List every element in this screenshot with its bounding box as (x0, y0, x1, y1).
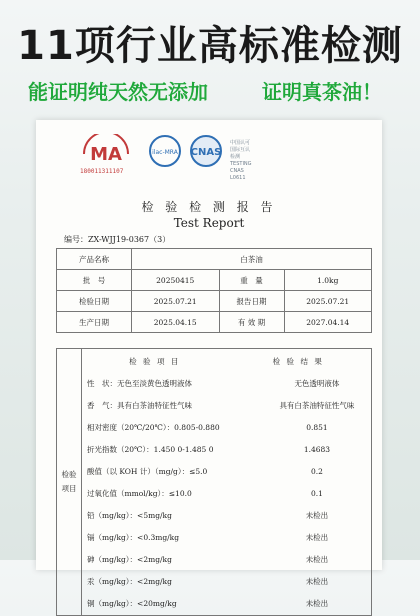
prod-date-value: 2025.04.15 (132, 312, 220, 333)
test-result: 未检出 (305, 554, 329, 564)
cma-text: MA (90, 144, 122, 165)
cnas-globe-icon (186, 134, 226, 168)
table-row (57, 249, 372, 270)
test-item: 性 状：无色至淡黄色透明液体 (87, 378, 192, 388)
test-item: 铅（mg/kg）：<5mg/kg (87, 510, 172, 520)
test-item: 相对密度（20℃/20℃）：0.805-0.880 (87, 422, 220, 432)
list-item (83, 504, 370, 526)
product-name-label: 产品名称 (57, 249, 132, 270)
headline: 11项行业高标准检测 (17, 23, 403, 69)
test-result: 未检出 (305, 598, 329, 608)
test-item: 铜（mg/kg）：<20mg/kg (87, 598, 177, 608)
list-item (83, 438, 370, 460)
test-item: 折光指数（20℃）：1.450 0-1.485 0 (87, 444, 214, 454)
expiry-value: 2027.04.14 (284, 312, 372, 333)
table-row (57, 312, 372, 333)
list-item (83, 416, 370, 438)
cnas-logo (186, 134, 226, 172)
test-result: 0.851 (306, 422, 328, 432)
list-item (83, 394, 370, 416)
list-item (83, 482, 370, 504)
ilac-text: ilac-MRA (152, 149, 178, 156)
test-result: 具有白茶油特征性气味 (279, 400, 355, 410)
test-date-value: 2025.07.21 (132, 291, 220, 312)
test-result: 未检出 (305, 510, 329, 520)
report-title-cn: 检 验 检 测 报 告 (141, 200, 277, 214)
list-item (83, 372, 370, 394)
product-info-table (56, 248, 372, 333)
test-result: 未检出 (305, 576, 329, 586)
test-item: 酸值（以 KOH 计）（mg/g）：≤5.0 (87, 466, 208, 476)
test-result: 0.2 (310, 466, 323, 476)
ilac-logo (148, 134, 182, 172)
test-results-table (56, 348, 372, 616)
test-date-label: 检验日期 (57, 291, 132, 312)
report-date-label: 报告日期 (219, 291, 284, 312)
slogan-natural: 能证明纯天然无添加 (28, 80, 208, 104)
test-item: 镉（mg/kg）：<0.3mg/kg (87, 532, 180, 542)
prod-date-label: 生产日期 (57, 312, 132, 333)
test-item: 过氧化值（mmol/kg）：≤10.0 (87, 488, 192, 498)
product-name-value: 白茶油 (132, 249, 372, 270)
test-items-label: 检验项目 (57, 349, 82, 616)
test-result: 无色透明液体 (294, 378, 340, 388)
cma-number: 180011311107 (80, 168, 124, 175)
test-result: 未检出 (305, 532, 329, 542)
test-result: 0.1 (310, 488, 323, 498)
list-item (83, 460, 370, 482)
weight-value: 1.0kg (284, 270, 372, 291)
expiry-label: 有 效 期 (219, 312, 284, 333)
report-number: 编号：ZX-WJJ19-0367（3） (64, 235, 171, 244)
table-row (57, 270, 372, 291)
test-item: 香 气：具有白茶油特征性气味 (87, 400, 192, 410)
batch-value: 20250415 (132, 270, 220, 291)
list-item (83, 570, 370, 592)
cma-logo (80, 134, 132, 175)
col-result-header: 检 验 结 果 (272, 356, 324, 366)
test-report-document (36, 120, 382, 608)
report-date-value: 2025.07.21 (284, 291, 372, 312)
slogan-genuine: 证明真茶油！ (262, 80, 382, 104)
list-item (83, 592, 370, 614)
list-item (83, 526, 370, 548)
test-item: 汞（mg/kg）：<2mg/kg (87, 576, 172, 586)
cnas-text: CNAS (190, 147, 222, 158)
table-row (57, 291, 372, 312)
cnas-caption: 中国认可 国际互认 检测 TESTING CNAS L0611 (230, 140, 252, 181)
test-item: 砷（mg/kg）：<2mg/kg (87, 554, 172, 564)
results-body (82, 349, 372, 616)
list-item (83, 548, 370, 570)
ilac-globe-icon (148, 134, 182, 168)
weight-label: 重 量 (219, 270, 284, 291)
report-title-en: Test Report (173, 216, 245, 230)
cma-seal-icon (80, 134, 132, 168)
col-item-header: 检 验 项 目 (129, 356, 181, 366)
results-header (83, 350, 370, 372)
test-result: 1.4683 (303, 444, 331, 454)
results-list (83, 372, 370, 614)
batch-label: 批 号 (57, 270, 132, 291)
